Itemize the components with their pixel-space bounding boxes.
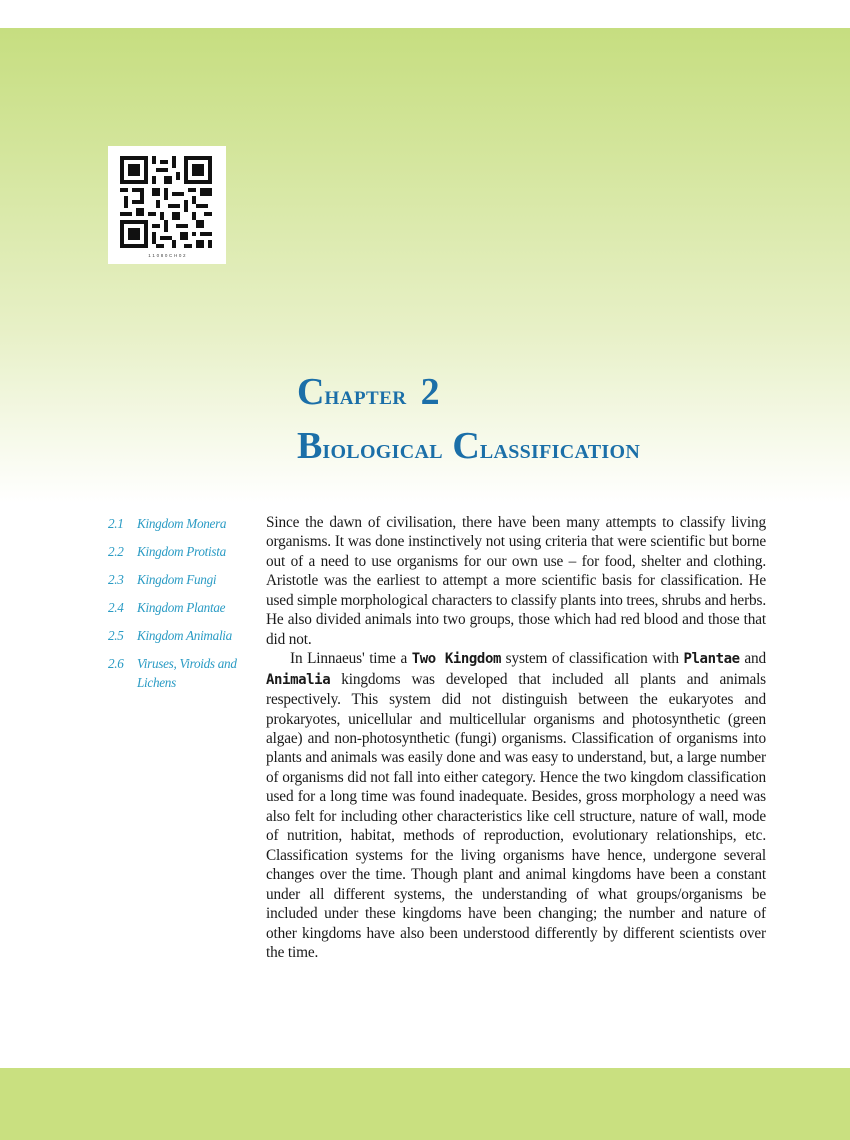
title-word2-rest: LASSIFICATION (479, 441, 641, 463)
toc-label: Kingdom Fungi (137, 572, 217, 587)
toc-item-fungi[interactable] (108, 570, 258, 589)
page-title (297, 424, 640, 474)
p2-text-c: system of classification with (501, 650, 684, 668)
qr-code-icon (120, 156, 212, 248)
toc-item-plantae[interactable] (108, 598, 258, 617)
body-text (266, 513, 766, 962)
toc-label: Kingdom Protista (137, 544, 226, 559)
toc-number: 2.2 (108, 544, 124, 559)
toc-label: Kingdom Plantae (137, 600, 226, 615)
toc-item-monera[interactable] (108, 514, 258, 533)
title-word1-rest: IOLOGICAL (322, 441, 443, 463)
chapter-initial: C (297, 371, 325, 413)
footer-band (0, 1068, 850, 1140)
p2-text-d: and (739, 650, 766, 668)
chapter-contents (108, 514, 258, 701)
term-two-kingdom: Two Kingdom (411, 651, 502, 668)
qr-code-number: 1 1 0 8 0 C H 0 2 (148, 253, 186, 258)
chapter-label (297, 370, 440, 421)
toc-label: Kingdom Animalia (137, 628, 232, 643)
paragraph-2 (266, 649, 766, 962)
p2-text-a: In Linnaeus' time a (290, 650, 412, 668)
title-word1-initial: B (297, 425, 323, 467)
toc-number: 2.3 (108, 572, 124, 587)
term-animalia: Animalia (266, 671, 331, 688)
term-plantae: Plantae (683, 651, 740, 668)
toc-item-viruses[interactable] (108, 654, 258, 692)
toc-number: 2.1 (108, 516, 124, 531)
toc-number: 2.5 (108, 628, 124, 643)
toc-label: Kingdom Monera (137, 516, 227, 531)
toc-number: 2.6 (108, 656, 124, 671)
toc-item-protista[interactable] (108, 542, 258, 561)
paragraph-1: Since the dawn of civilisation, there have been many attempts to classify living organisms. It was done instinctively not using criteria that were scientific but borne out of a need to use organisms for our own use – for food, shelter and clothing. Aristotle was the earliest to attempt a more scientific basis for classification. He used simple morphological characters to classify plants into trees, shrubs and herbs. He also divided animals into two groups, those which had red blood and those that did not. (266, 514, 766, 648)
toc-number: 2.4 (108, 600, 124, 615)
chapter-rest: HAPTER (324, 388, 407, 409)
title-word2-initial: C (452, 425, 480, 467)
qr-code[interactable] (108, 146, 226, 264)
toc-label: Viruses, Viroids and Lichens (137, 656, 237, 690)
p2-text-e: kingdoms was developed that included all plants and animals respectively. This system did not distinguish between the eukaryotes and prokaryotes, unicellular and multicellular organisms and photosynthetic (green algae) and non-photosynthetic (fungi) organisms. Classification of organisms into plants and animals was easily done and was easy to understand, but, a large number of organisms did not fall into either category. Hence the two kingdom classification used for a long time was found inadequate. Besides, gross morphology a need was also felt for including other characteristics like cell structure, nature of wall, mode of nutrition, habitat, methods of reproduction, evolutionary relationships, etc. Classification systems for the living organisms have hence, undergone several changes over the time. Though plant and animal kingdoms have been a constant under all different systems, the understanding of what groups/organisms be included under these kingdoms have been changing; the number and nature of other kingdoms have also been understood differently by different scientists over the time. (266, 670, 766, 961)
chapter-number: 2 (420, 371, 440, 413)
toc-item-animalia[interactable] (108, 626, 258, 645)
